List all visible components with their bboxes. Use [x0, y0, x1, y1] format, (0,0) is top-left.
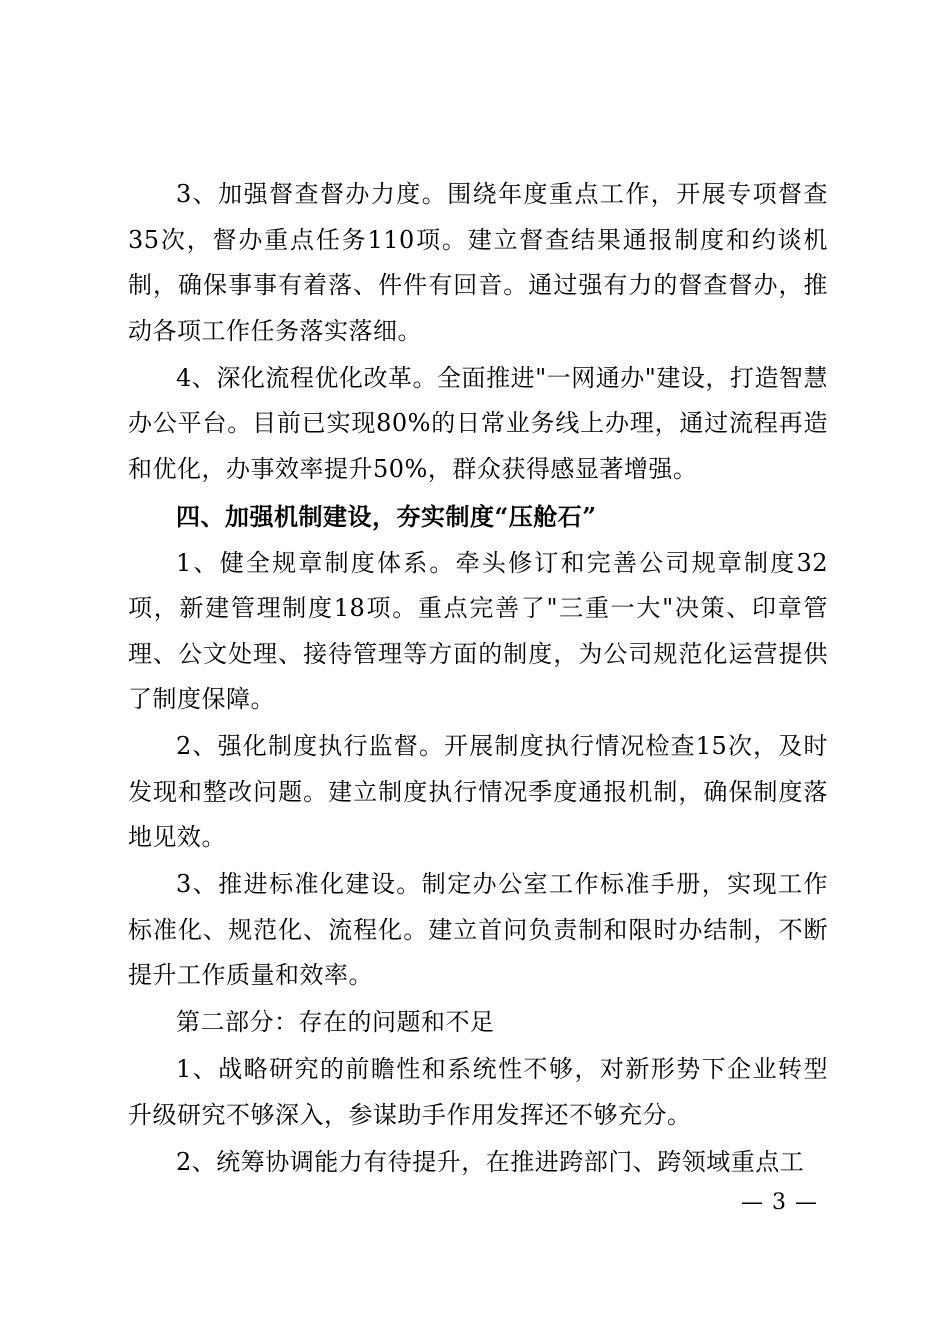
document-body	[128, 172, 828, 1187]
paragraph-supervision: 3、加强督查督办力度。围绕年度重点工作，开展专项督查35次，督办重点任务110项。建立督查结果通报制度和约谈机制，确保事事有着落、件件有回音。通过强有力的督查督办，推动各项工作任务落实落细。	[128, 180, 828, 345]
paragraph-process-reform: 4、深化流程优化改革。全面推进"一网通办"建设，打造智慧办公平台。目前已实现80%的日常业务线上办理，通过流程再造和优化，办事效率提升50%，群众获得感显著增强。	[128, 363, 828, 483]
paragraph-problem-1: 1、战略研究的前瞻性和系统性不够，对新形势下企业转型升级研究不够深入，参谋助手作用发挥还不够充分。	[128, 1055, 828, 1129]
paragraph-standardization: 3、推进标准化建设。制定办公室工作标准手册，实现工作标准化、规范化、流程化。建立首问负责制和限时办结制，不断提升工作质量和效率。	[128, 870, 828, 989]
paragraph-rules-supervision: 2、强化制度执行监督。开展制度执行情况检查15次，及时发现和整改问题。建立制度执行情况季度通报机制，确保制度落地见效。	[128, 732, 828, 851]
part-two-title: 第二部分：存在的问题和不足	[176, 1008, 495, 1036]
section-heading-mechanism: 四、加强机制建设，夯实制度“压舱石”	[176, 501, 597, 531]
page-number: — 3 —	[741, 1190, 818, 1215]
paragraph-problem-2: 2、统筹协调能力有待提升，在推进跨部门、跨领域重点工	[176, 1147, 805, 1176]
paragraph-rules-system: 1、健全规章制度体系。牵头修订和完善公司规章制度32项，新建管理制度18项。重点完善了"三重一大"决策、印章管理、公文处理、接待管理等方面的制度，为公司规范化运营提供了制度保障。	[128, 548, 828, 713]
